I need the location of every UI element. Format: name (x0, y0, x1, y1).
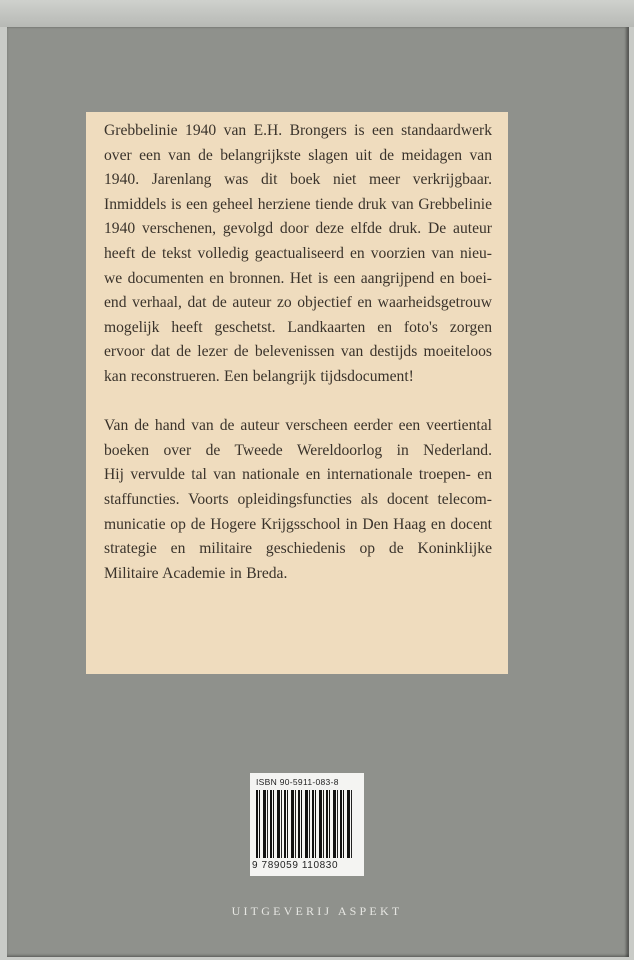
publisher-name: UITGEVERIJ ASPEKT (231, 904, 403, 918)
text-line: mogelijk heeft geschetst. Landkaarten en foto's zorgen (104, 318, 492, 336)
text-line: Hij vervulde tal van nationale en internationale troepen- en (104, 466, 492, 484)
text-line: Militaire Academie in Breda. (104, 564, 288, 582)
background-strip (0, 0, 634, 27)
text-line: strategie en militaire geschiedenis op de Koninklijke (104, 540, 492, 558)
text-line: 1940 verschenen, gevolgd door deze elfde druk. De auteur (104, 220, 492, 238)
text-line: municatie op de Hogere Krijgsschool in Den Haag en docent (104, 515, 492, 533)
description-text (104, 119, 492, 586)
text-line: we documenten en bronnen. Het is een aangrijpend en boei- (104, 269, 492, 287)
description-panel (86, 112, 508, 674)
text-line: end verhaal, dat de auteur zo objectief en waarheidsgetrouw (104, 294, 492, 312)
paragraph-2 (104, 414, 492, 586)
text-line: Inmiddels is een geheel herziene tiende druk van Grebbelinie (104, 195, 492, 213)
text-line: boeken over de Tweede Wereldoorlog in Nederland. (104, 441, 492, 459)
barcode-bars (256, 790, 352, 858)
ean-number: 9 789059 110830 (252, 860, 339, 871)
paragraph-1 (104, 119, 492, 390)
text-line: Van de hand van de auteur verscheen eerder een veertiental (104, 417, 492, 435)
text-line: 1940. Jarenlang was dit boek niet meer verkrijgbaar. (104, 171, 492, 189)
text-line: kan reconstrueren. Een belangrijk tijdsdocument! (104, 367, 414, 385)
text-line: ervoor dat de lezer de belevenissen van destijds moeiteloos (104, 343, 492, 361)
isbn-label: ISBN 90-5911-083-8 (256, 777, 339, 787)
text-line: heeft de tekst volledig geactualiseerd en voorzien van nieu- (104, 244, 492, 262)
barcode (250, 773, 364, 876)
text-line: Grebbelinie 1940 van E.H. Brongers is een standaardwerk (104, 122, 492, 139)
text-line: staffuncties. Voorts opleidingsfuncties als docent telecom- (104, 490, 492, 508)
text-line: over een van de belangrijkste slagen uit de meidagen van (104, 146, 492, 164)
